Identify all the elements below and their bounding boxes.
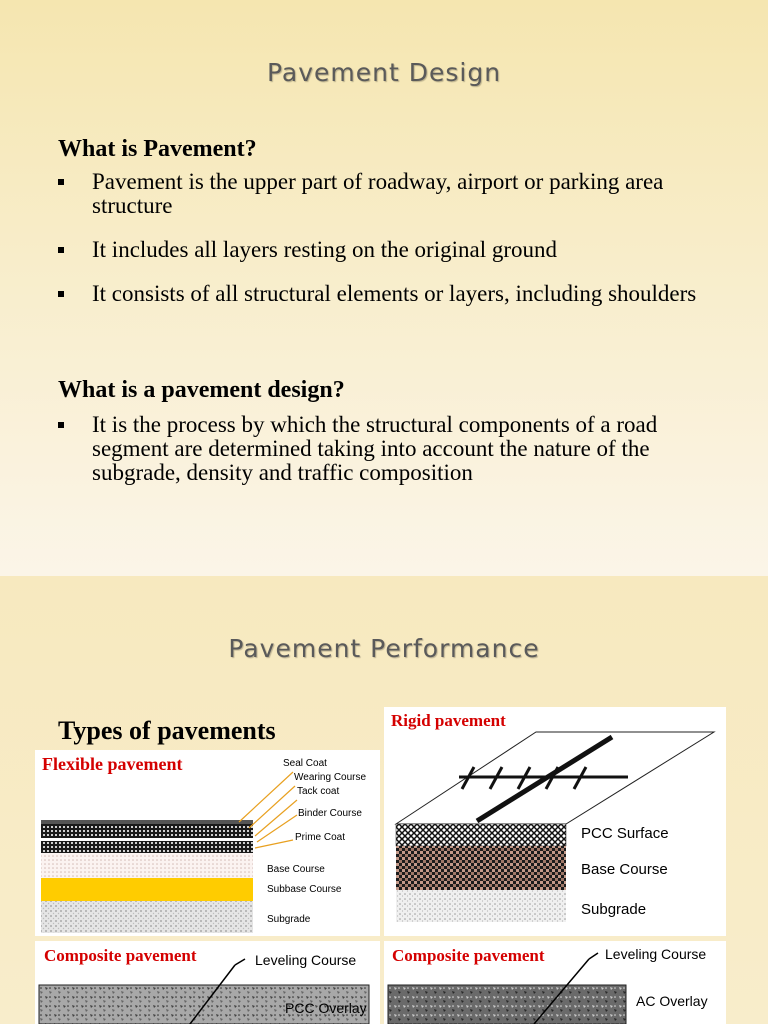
- layer-label: Base Course: [267, 864, 325, 875]
- section-heading-what-is-pavement: What is Pavement?: [58, 136, 257, 162]
- layer-label: Leveling Course: [255, 952, 357, 968]
- rigid-layers-graphic: [384, 707, 726, 936]
- bullet-icon: [58, 291, 64, 297]
- bullet-icon: [58, 179, 64, 185]
- layer-label: Binder Course: [298, 808, 362, 819]
- bullet-item: It is the process by which the structural components of a road segment are determined taking into account the nature of the subgrade, density and traffic composition: [58, 413, 738, 491]
- slide-title: Pavement Performance: [228, 634, 540, 663]
- layer-label: PCC Overlay: [285, 1000, 367, 1016]
- flexible-pavement-diagram: [35, 750, 380, 936]
- layer-label: Subgrade: [267, 914, 311, 925]
- layer-label: Tack coat: [297, 786, 340, 797]
- bullet-item: It consists of all structural elements or layers, including shoulders: [58, 282, 738, 334]
- slide-pavement-performance: [0, 576, 768, 1024]
- layer-label: Base Course: [581, 861, 668, 878]
- layer-label: PCC Surface: [581, 825, 669, 842]
- composite-pavement-title: Composite pavement: [44, 946, 197, 965]
- flexible-pavement-title: Flexible pavement: [42, 754, 183, 774]
- rigid-pavement-title: Rigid pavement: [391, 711, 506, 730]
- layer-label: Prime Coat: [295, 832, 346, 843]
- slide-title: Pavement Design: [266, 58, 502, 87]
- layer-label: Subbase Course: [267, 884, 342, 895]
- section-heading-what-is-design: What is a pavement design?: [58, 377, 345, 403]
- layer-label: Leveling Course: [605, 946, 707, 962]
- layer-label: Seal Coat: [283, 758, 327, 769]
- layer-label: Subgrade: [581, 901, 647, 918]
- layer-label: AC Overlay: [636, 993, 708, 1009]
- composite-pavement-diagram-left: [35, 941, 380, 1024]
- layer-label: Wearing Course: [294, 772, 367, 783]
- bullet-icon: [58, 422, 64, 428]
- rigid-pavement-diagram: [384, 707, 726, 936]
- composite-pavement-title: Composite pavement: [392, 946, 545, 965]
- composite-pavement-diagram-right: [384, 941, 726, 1024]
- bullet-icon: [58, 247, 64, 253]
- bullet-item: It includes all layers resting on the original ground: [58, 238, 738, 264]
- types-heading: Types of pavements: [58, 716, 276, 745]
- bullet-item: Pavement is the upper part of roadway, airport or parking area structure: [58, 170, 738, 222]
